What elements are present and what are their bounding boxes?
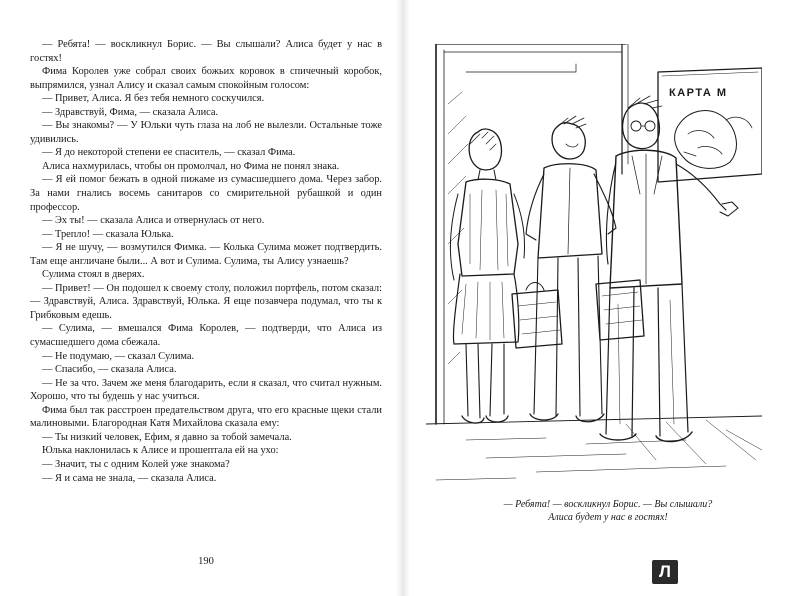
paragraph: — Привет, Алиса. Я без тебя немного соскучился. xyxy=(42,93,265,105)
paragraph: — Я и сама не знала, — сказала Алиса. xyxy=(42,472,217,484)
paragraph: — Я до некоторой степени ее спаситель, — сказал Фима. xyxy=(42,147,296,159)
left-page xyxy=(30,38,382,578)
paragraph: — Эх ты! — сказала Алиса и отвернулась от него. xyxy=(42,215,265,227)
paragraph: Фима Королев уже собрал своих божьих коровок в спичечный коробок, выпрямился, узнал Алису и сказал самым спокойным голосом: xyxy=(30,66,382,91)
illustration xyxy=(426,44,762,484)
paragraph: — Привет! — Он подошел к своему столу, положил портфель, потом сказал: — Здравствуй, Алиса. Здравствуй, Юлька. Я еще позавчера подумал, что ты к Грибковым едешь. xyxy=(30,282,382,321)
book-gutter xyxy=(396,0,410,596)
publisher-logo: Л xyxy=(652,560,678,584)
paragraph: — Сулима, — вмешался Фима Королев, — подтверди, что Алиса из сумасшедшего дома сбежала. xyxy=(30,323,382,349)
paragraph: Юлька наклонилась к Алисе и прошептала ей на ухо: xyxy=(42,445,279,457)
paragraph: Алиса нахмурилась, чтобы он промолчал, но Фима не понял знака. xyxy=(42,160,340,172)
paragraph: — Вы знакомы? — У Юльки чуть глаза на лоб не вылезли. Остальные тоже удивились. xyxy=(30,120,382,145)
illustration-caption xyxy=(468,498,748,524)
paragraph: — Не за что. Зачем же меня благодарить, если я сказал, что считал нужным. Хорошо, что ты будешь у нас учиться. xyxy=(30,377,382,403)
paragraph: — Не подумаю, — сказал Сулима. xyxy=(42,350,195,362)
paragraph: — Я ей помог бежать в одной пижаме из сумасшедшего дома. Через забор. За нами гнались восемь санитаров со смирительной рубашкой и один профессор. xyxy=(30,174,382,213)
right-page xyxy=(412,0,800,596)
paragraph: Сулима стоял в дверях. xyxy=(42,269,145,281)
paragraph: — Значит, ты с одним Колей уже знакома? xyxy=(42,458,230,470)
paragraph: — Ребята! — воскликнул Борис. — Вы слышали? Алиса будет у нас в гостях! xyxy=(30,39,382,64)
paragraph: — Трепло! — сказала Юлька. xyxy=(42,228,174,240)
paragraph: — Спасибо, — сказала Алиса. xyxy=(42,364,177,376)
caption-line: Алиса будет у нас в гостях! xyxy=(548,512,668,523)
paragraph: Фима был так расстроен предательством друга, что его красные щеки стали малиновыми. Благородная Катя Михайлова сказала ему: xyxy=(30,404,382,430)
paragraph: — Ты низкий человек, Ефим, я давно за тобой замечала. xyxy=(42,431,292,443)
page-text xyxy=(30,38,382,485)
map-sign-label: КАРТА М xyxy=(669,87,728,99)
caption-line: — Ребята! — воскликнул Борис. — Вы слышали? xyxy=(503,499,713,510)
paragraph: — Я не шучу, — возмутился Фимка. — Колька Сулима может подтвердить. Там еще англичане были... А вот и Сулима. Сулима, ты Алису узнаешь? xyxy=(30,242,382,267)
page-number: 190 xyxy=(198,556,214,567)
paragraph: — Здравствуй, Фима, — сказала Алиса. xyxy=(42,106,219,118)
